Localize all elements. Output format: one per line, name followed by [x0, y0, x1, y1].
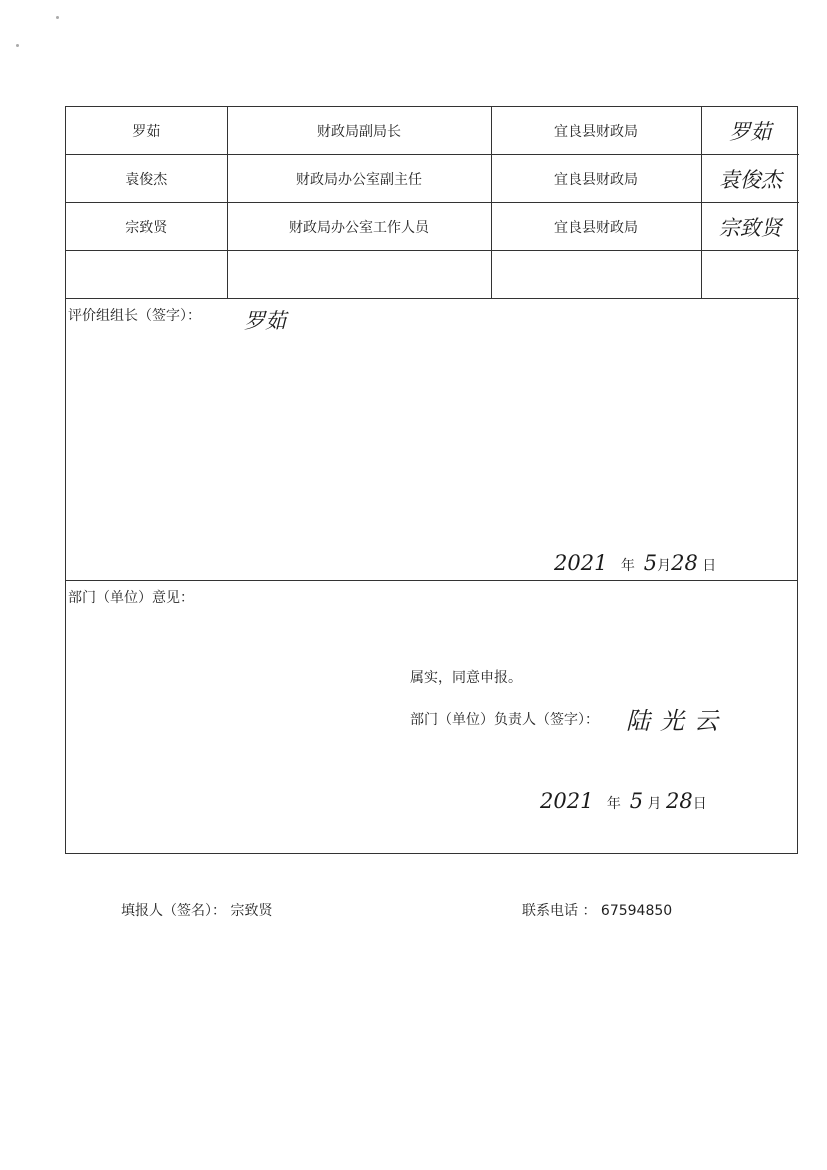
table-row	[66, 155, 799, 203]
department-opinion-label: 部门（单位）意见：	[68, 590, 194, 606]
department-date-year-unit: 年	[606, 796, 621, 812]
evaluation-date-year-unit: 年	[620, 558, 635, 574]
members-table	[66, 107, 799, 299]
member-unit: 宜良县财政局	[491, 203, 701, 251]
evaluation-date-day: 28	[671, 551, 698, 575]
member-signature	[701, 107, 799, 155]
table-row	[66, 203, 799, 251]
department-section	[66, 581, 797, 853]
member-name: 罗茹	[66, 107, 227, 155]
evaluation-date	[554, 551, 716, 575]
member-position: 财政局办公室副主任	[227, 155, 491, 203]
department-date-year: 2021	[540, 789, 594, 813]
member-unit: 宜良县财政局	[491, 107, 701, 155]
evaluation-section	[66, 299, 797, 581]
member-position: 财政局副局长	[227, 107, 491, 155]
evaluation-leader-signature: 罗茹	[244, 309, 286, 333]
member-signature	[701, 251, 799, 299]
department-date-month: 5	[629, 789, 644, 813]
member-position: 财政局办公室工作人员	[227, 203, 491, 251]
department-date-month-unit: 月	[647, 796, 662, 812]
evaluation-date-day-unit: 日	[702, 558, 717, 574]
member-unit: 宜良县财政局	[491, 155, 701, 203]
member-name	[66, 251, 227, 299]
table-row	[66, 251, 799, 299]
table-row	[66, 107, 799, 155]
department-head-label: 部门（单位）负责人（签字）：	[410, 712, 599, 728]
member-signature	[701, 203, 799, 251]
member-signature	[701, 155, 799, 203]
department-head-signature: 陆光云	[626, 707, 728, 735]
filler-name: 宗致贤	[230, 903, 273, 919]
member-signature-text: 袁俊杰	[718, 167, 782, 192]
phone-label: 联系电话 ：	[522, 903, 597, 919]
phone-info	[522, 900, 672, 920]
evaluation-leader-label: 评价组组长（签字）：	[68, 308, 201, 324]
member-position	[227, 251, 491, 299]
phone-number: 67594850	[600, 903, 673, 919]
department-date-day: 28	[666, 789, 693, 813]
member-signature-text: 宗致贤	[718, 215, 782, 240]
department-date	[540, 789, 707, 813]
scan-speck	[16, 44, 19, 47]
evaluation-date-month: 5	[643, 551, 658, 575]
department-opinion-text: 属实，同意申报。	[410, 670, 522, 686]
scan-speck	[56, 16, 59, 19]
department-date-day-unit: 日	[692, 796, 707, 812]
filler-label: 填报人（签名）：	[121, 903, 226, 919]
member-name: 袁俊杰	[66, 155, 227, 203]
member-unit	[491, 251, 701, 299]
member-name: 宗致贤	[66, 203, 227, 251]
form-frame	[65, 106, 798, 854]
evaluation-date-year: 2021	[554, 551, 608, 575]
filler-info	[121, 900, 272, 920]
evaluation-date-month-unit: 月	[657, 558, 672, 574]
member-signature-text: 罗茹	[729, 119, 772, 144]
